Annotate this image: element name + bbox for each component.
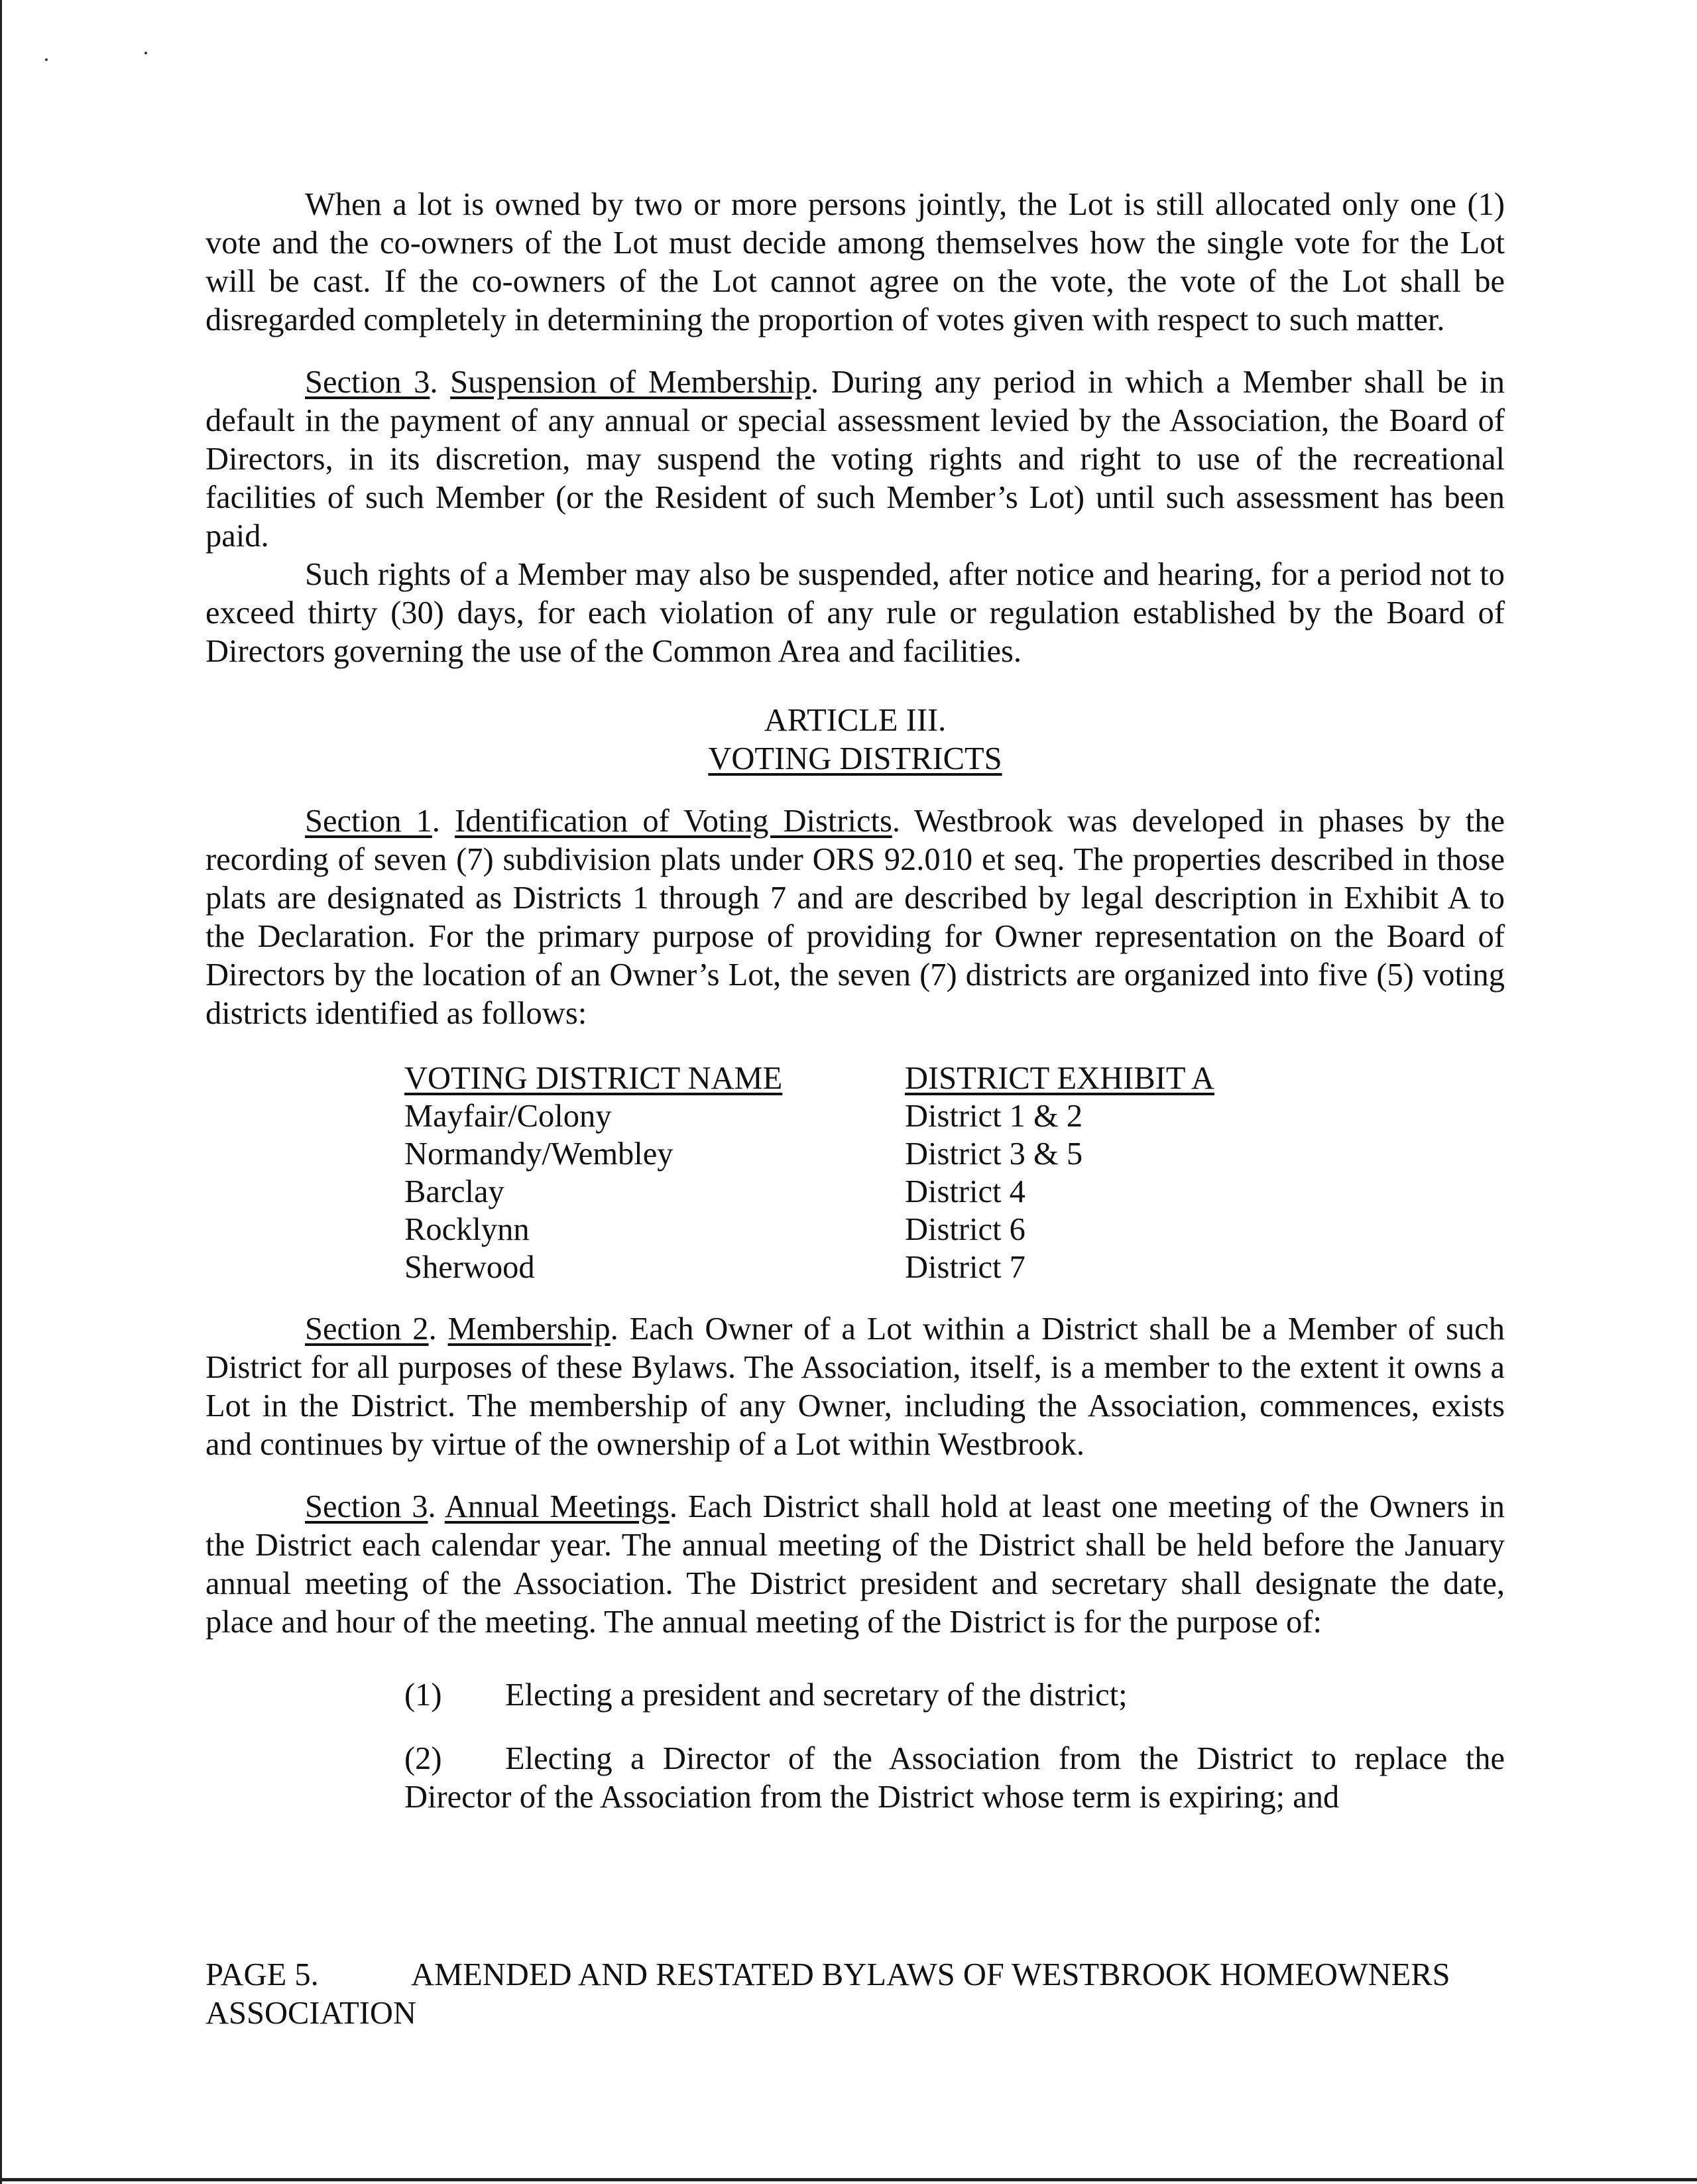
district-name: Barclay: [404, 1174, 504, 1209]
section-suspension-of-membership: Section 3. Suspension of Membership. During any period in which a Member shall be in default in the payment of any annual or special assessment levied by the Association, the Board of Directors, in its discretion, may suspend the voting rights and right to use of the recreational facilities of such Member (or the Resident of such Member’s Lot) until such assessment has been paid.: [205, 365, 1505, 554]
section-label: Section 3: [305, 1489, 428, 1524]
district-name: Sherwood: [404, 1250, 535, 1285]
page-footer: [205, 1956, 1505, 2033]
column-header: VOTING DISTRICT NAME: [404, 1061, 783, 1096]
section-membership: Section 2. Membership. Each Owner of a Lot within a District shall be a Member of such District for all purposes of these Bylaws. The Association, itself, is a member to the extent it owns a Lot in the District. The membership of any Owner, including the Association, commences, exists and continues by virtue of the ownership of a Lot within Westbrook.: [205, 1311, 1505, 1462]
section-body: Each Owner of a Lot within a District shall be a Member of such District for all purposes of these Bylaws. The Association, itself, is a member to the extent it owns a Lot in the District. The membership of any Owner, including the Association, commences, exists and continues by virtue of the ownership of a Lot within Westbrook.: [205, 1311, 1505, 1462]
list-text: Electing a Director of the Association from the District to replace the Director of the Association from the District whose term is expiring; and: [404, 1741, 1505, 1815]
article-heading: [205, 701, 1505, 778]
section-annual-meetings: Section 3. Annual Meetings. Each District shall hold at least one meeting of the Owners in the District each calendar year. The annual meeting of the District shall be held before the January annual meeting of the Association. The District president and secretary shall designate the date, place and hour of the meeting. The annual meeting of the District is for the purpose of:: [205, 1489, 1505, 1640]
district-name: Rocklynn: [404, 1212, 530, 1247]
section-label: Section 2: [305, 1311, 429, 1347]
table-header-row: [404, 1060, 1214, 1097]
article-number: ARTICLE III.: [764, 703, 947, 738]
section-title: Membership: [447, 1311, 611, 1347]
district-name: Normandy/Wembley: [404, 1136, 673, 1172]
scan-speck: [45, 58, 48, 61]
section-body: Westbrook was developed in phases by the recording of seven (7) subdivision plats under ORS 92.010 et seq. The properties described in those plats are designated as Districts 1 through 7 and are described by legal description in Exhibit A to the Declaration. For the primary purpose of providing for Owner representation on the Board of Directors by the location of an Owner’s Lot, the seven (7) districts are organized into five (5) voting districts identified as follows:: [205, 804, 1505, 1031]
paragraph-joint-ownership: When a lot is owned by two or more persons jointly, the Lot is still allocated only one (1) vote and the co-owners of the Lot must decide among themselves how the single vote for the Lot will be cast. If the co-owners of the Lot cannot agree on the vote, the vote of the Lot shall be disregarded completely in determining the proportion of votes given with respect to such matter.: [205, 187, 1505, 337]
district-exhibit: District 7: [905, 1250, 1025, 1285]
document-body: [205, 186, 1505, 1817]
table-row: [404, 1211, 1214, 1248]
section-body: Each District shall hold at least one meeting of the Owners in the District each calendar year. The annual meeting of the District shall be held before the January annual meeting of the Association. The District president and secretary shall designate the date, place and hour of the meeting. The annual meeting of the District is for the purpose of:: [205, 1489, 1505, 1640]
list-item: [205, 1740, 1505, 1817]
scan-border-left: [0, 0, 2, 2184]
page-number: PAGE 5.: [205, 1957, 319, 1992]
list-number: (2): [404, 1741, 442, 1776]
document-title: AMENDED AND RESTATED BYLAWS OF WESTBROOK HOMEOWNERS ASSOCIATION: [205, 1957, 1450, 2031]
table-row: [404, 1248, 1214, 1286]
scan-speck: [145, 52, 147, 54]
article-title: VOTING DISTRICTS: [708, 741, 1002, 776]
section-body: During any period in which a Member shall be in default in the payment of any annual or special assessment levied by the Association, the Board of Directors, in its discretion, may suspend the voting rights and right to use of the recreational facilities of such Member (or the Resident of such Member’s Lot) until such assessment has been paid.: [205, 365, 1505, 554]
district-exhibit: District 3 & 5: [905, 1136, 1083, 1172]
table-row: [404, 1135, 1214, 1173]
section-title: Identification of Voting Districts: [455, 804, 892, 839]
paragraph-rights-suspension: Such rights of a Member may also be suspended, after notice and hearing, for a period not to exceed thirty (30) days, for each violation of any rule or regulation established by the Board of Directors governing the use of the Common Area and facilities.: [205, 557, 1505, 669]
district-exhibit: District 6: [905, 1212, 1025, 1247]
list-item: [205, 1676, 1505, 1715]
table-row: [404, 1173, 1214, 1211]
district-exhibit: District 4: [905, 1174, 1025, 1209]
section-identification-of-voting-districts: Section 1. Identification of Voting Districts. Westbrook was developed in phases by the recording of seven (7) subdivision plats under ORS 92.010 et seq. The properties described in those plats are designated as Districts 1 through 7 and are described by legal description in Exhibit A to the Declaration. For the primary purpose of providing for Owner representation on the Board of Directors by the location of an Owner’s Lot, the seven (7) districts are organized into five (5) voting districts identified as follows:: [205, 804, 1505, 1031]
scan-border-bottom: [0, 2178, 1697, 2181]
section-title: Annual Meetings: [444, 1489, 670, 1524]
column-header: DISTRICT EXHIBIT A: [905, 1061, 1215, 1096]
section-label: Section 3: [305, 365, 430, 400]
voting-districts-table: [404, 1060, 1214, 1286]
list-number: (1): [404, 1677, 442, 1713]
section-title: Suspension of Membership: [450, 365, 811, 400]
list-text: Electing a president and secretary of the district;: [505, 1677, 1128, 1713]
district-name: Mayfair/Colony: [404, 1099, 612, 1134]
table-row: [404, 1097, 1214, 1135]
district-exhibit: District 1 & 2: [905, 1099, 1083, 1134]
section-label: Section 1: [305, 804, 432, 839]
